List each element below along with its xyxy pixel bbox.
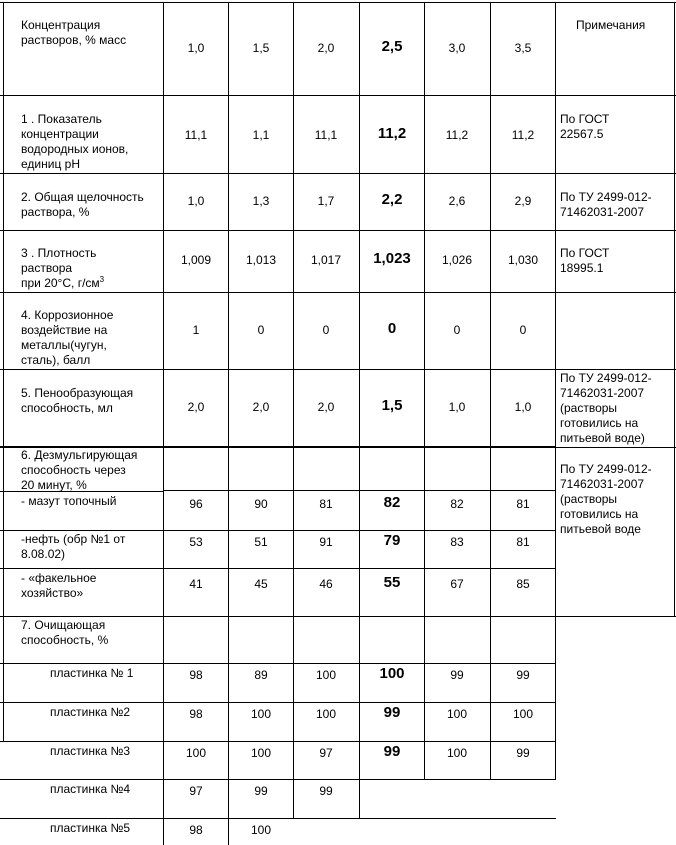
row-label: 2. Общая щелочность раствора, % [21,190,144,219]
row-label: 4. Коррозионное воздействие на металлы(чугун, сталь), балл [21,308,114,367]
cell-value: 99 [516,746,530,760]
cell-value: 100 [315,707,337,721]
row-label: -нефть (обр №1 от 8.08.02) [21,532,126,561]
cell-value: 11,2 [377,125,407,142]
cell-value: 11,1 [184,128,208,142]
notes-header: Примечания [576,18,646,32]
cell-value: 1,023 [373,250,411,267]
cell-value: 98 [189,668,203,682]
cell-value: 46 [319,577,333,591]
cell-value: 100 [250,707,272,721]
row-divider [0,95,676,96]
col-divider [424,2,425,779]
cell-value: 100 [446,746,468,760]
cell-value: 1,013 [245,253,277,267]
cell-value: 99 [383,743,401,760]
cell-value: 81 [516,497,530,511]
cell-value: 1,009 [180,253,212,267]
cell-value: 0 [453,323,461,337]
row-label: пластинка №5 [50,821,131,835]
row-divider [0,292,676,293]
cell-value: 55 [383,574,401,591]
row-label: - мазут топочный [21,494,117,508]
cell-value: 100 [250,823,272,837]
col-divider [490,2,491,779]
cell-value: 1,030 [507,253,539,267]
cell-value: 11,2 [445,128,469,142]
cell-value: 2,9 [514,194,532,208]
cell-value: 0 [257,323,265,337]
header-value: 2,0 [317,41,335,55]
header-value: 1,5 [252,41,270,55]
cell-value: 1 [192,323,200,337]
row-note: По ТУ 2499-012- 71462031-2007 [560,190,652,219]
cell-value: 2,0 [252,400,270,414]
cell-value: 2,2 [381,191,403,208]
cell-value: 98 [189,707,203,721]
row-label: 7. Очищающая способность, % [21,618,109,647]
cell-value: 11,2 [511,128,535,142]
cell-value: 89 [254,668,268,682]
cell-value: 41 [189,577,203,591]
row-label: пластинка №4 [50,782,131,796]
cell-value: 100 [446,707,468,721]
row-label: 6. Дезмульгирующая способность через 20 минут, % [21,448,138,492]
col-divider [555,2,556,779]
cell-value: 90 [254,497,268,511]
cell-value: 0 [322,323,330,337]
row-divider [0,369,676,370]
header-value: 2,5 [381,38,403,55]
unit-superscript: 3 [99,275,105,284]
row-label: пластинка № 1 [50,666,134,680]
cell-value: 2,6 [448,194,466,208]
cell-value: 100 [185,746,207,760]
row-divider [0,663,556,664]
cell-value: 1,0 [514,400,532,414]
cell-value: 96 [189,497,203,511]
row-label: пластинка №3 [50,744,131,758]
cell-value: 99 [516,668,530,682]
row-divider [0,702,556,703]
row-label-text: 3 . Плотность раствора при 20°С, г/см [21,246,100,290]
cell-value: 1,0 [448,400,466,414]
row-divider [0,818,556,819]
row-label: - «факельное хозяйство» [21,571,97,600]
cell-value: 82 [383,494,401,511]
row-divider [0,230,676,231]
cell-value: 98 [189,823,203,837]
col-divider [674,2,675,616]
cell-value: 81 [319,497,333,511]
cell-value: 1,0 [187,194,205,208]
cell-value: 0 [387,320,397,337]
cell-value: 85 [516,577,530,591]
cell-value: 100 [379,665,405,682]
cell-value: 82 [450,497,464,511]
cell-value: 11,1 [314,128,338,142]
cell-value: 79 [383,532,401,549]
row-divider [0,779,556,780]
cell-value: 1,3 [252,194,270,208]
row-label: пластинка №2 [50,705,131,719]
cell-value: 1,1 [252,128,270,142]
row-divider [0,173,676,174]
row-note: По ГОСТ 22567.5 [560,112,610,141]
cell-value: 83 [450,535,464,549]
row-label [21,246,104,291]
row-divider [0,741,556,742]
row-note: По ТУ 2499-012- 71462031-2007 (растворы готовились на питьевой воде [560,462,652,536]
row-divider [0,568,556,569]
cell-value: 1,7 [317,194,335,208]
cell-value: 99 [450,668,464,682]
cell-value: 1,026 [441,253,473,267]
header-label: Концентрация растворов, % масс [21,18,127,47]
header-value: 1,0 [187,41,205,55]
row-divider [0,616,676,617]
cell-value: 51 [254,535,268,549]
cell-value: 99 [383,704,401,721]
header-value: 3,5 [514,41,532,55]
cell-value: 53 [189,535,203,549]
cell-value: 2,0 [187,400,205,414]
cell-value: 91 [319,535,333,549]
cell-value: 100 [512,707,534,721]
row-label: 1 . Показатель концентрации водородных ионов, единиц рН [21,112,129,171]
row-divider [0,2,676,3]
cell-value: 67 [450,577,464,591]
cell-value: 97 [319,746,333,760]
cell-value: 99 [254,784,268,798]
cell-value: 2,0 [317,400,335,414]
cell-value: 97 [189,784,203,798]
row-divider [0,530,556,531]
cell-value: 81 [516,535,530,549]
cell-value: 100 [250,746,272,760]
header-value: 3,0 [448,41,466,55]
cell-value: 1,017 [310,253,342,267]
cell-value: 99 [319,784,333,798]
row-label: 5. Пенообразующая способность, мл [21,386,134,415]
col-divider [3,2,4,741]
cell-value: 0 [519,323,527,337]
cell-value: 1,5 [381,397,403,414]
row-note: По ГОСТ 18995.1 [560,246,610,275]
cell-value: 45 [254,577,268,591]
cell-value: 100 [315,668,337,682]
row-note: По ТУ 2499-012- 71462031-2007 (растворы готовились на питьевой воде) [560,371,652,445]
